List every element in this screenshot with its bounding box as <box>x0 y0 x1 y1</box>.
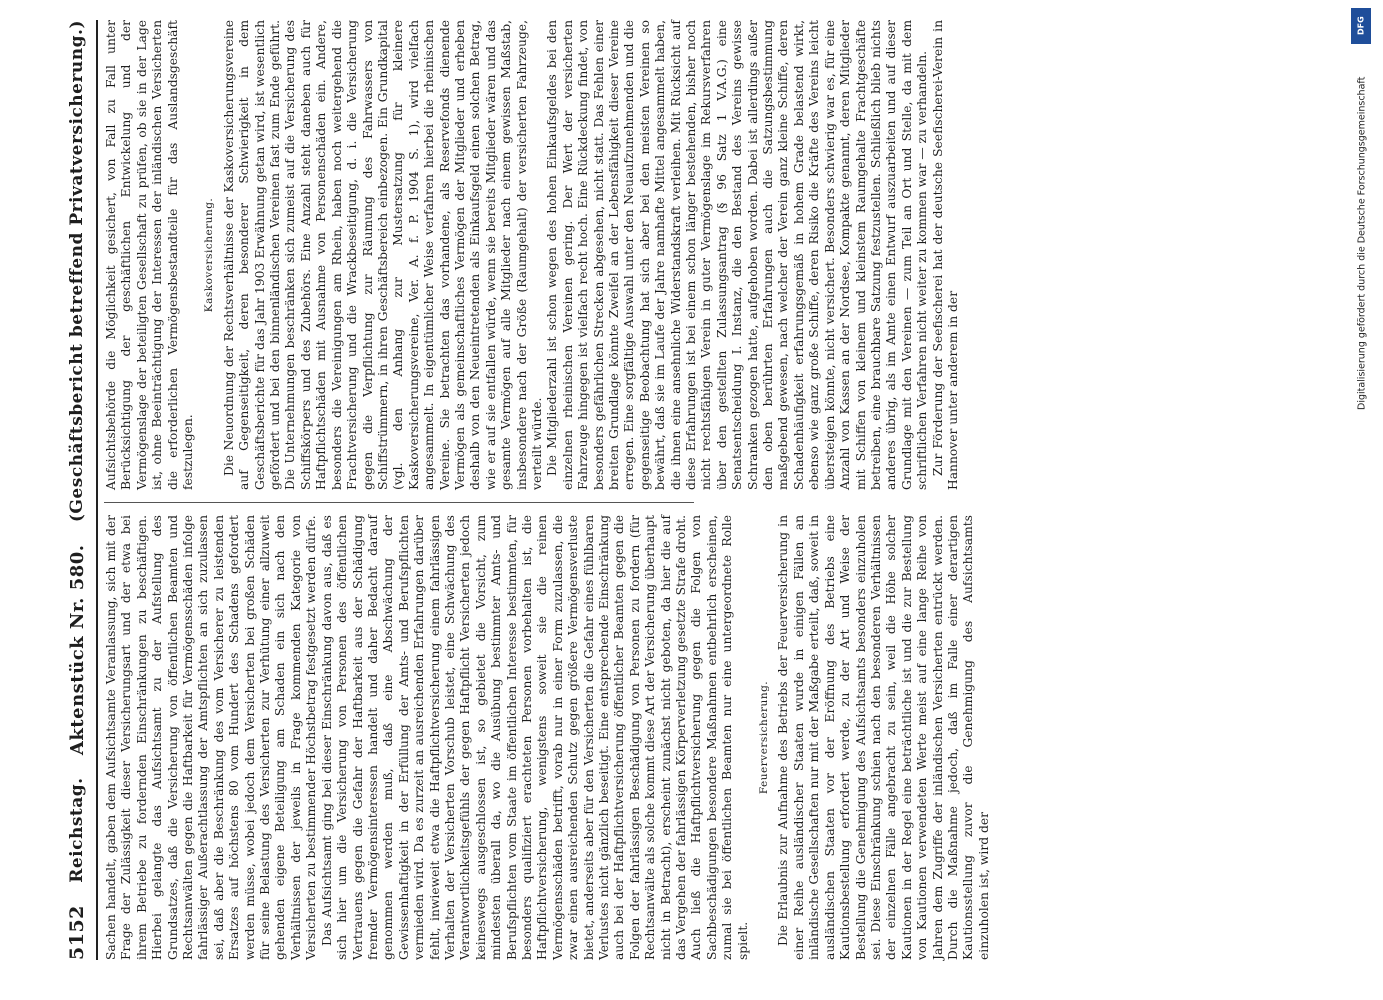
header-left-title: Reichstag. <box>67 777 87 883</box>
paragraph: Aufsichtsbehörde die Möglichkeit gesichert, von Fall zu Fall unter Berücksichtigung der geschäftlichen Entwickelung und der Vermögenslage der beteiligten Gesellschaft zu prüfen, ob sie in der Lage ist, ohne Beeinträchtigung der Interessen der inländischen Versicherten die erforderlichen Vermögensbestandteile für das Auslandsgeschäft festzulegen. <box>104 20 196 490</box>
paragraph: Die Mitgliederzahl ist schon wegen des hohen Einkaufsgeldes bei den einzelnen rheinischen Vereinen gering. Der Wert der versicherten Fahrzeuge hingegen ist vielfach recht hoch. Eine Rückdeckung findet, von besonders gefährlichen Strecken abgesehen, nicht statt. Das Fehlen einer breiten Grundlage könnte Zweifel an der Lebensfähigkeit dieser Vereine erregen. Eine sorgfältige Auswahl unter den Neuaufzunehmenden und die gegenseitige Beobachtung hat sich aber bei den meisten Vereinen so bewährt, daß sie im Laufe der Jahre namhafte Mittel angesammelt haben, die ihnen eine ansehnliche Widerstandskraft verleihen. Mit Rücksicht auf diese Erfahrungen ist bei einem schon länger bestehenden, bisher noch nicht rechtsfähigen Verein in guter Vermögenslage im Rekursverfahren über den gestellten Zulassungsantrag (§ 96 Satz 1 V.A.G.) eine Senatsentscheidung I. Instanz, die den Bestand des Vereins gewisse Schranken gezogen hatte, aufgehoben worden. Dabei ist allerdings außer den oben berührten Erfahrungen auch die Satzungsbestimmung maßgebend gewesen, nach welcher der Verein ganz kleine Schiffe, deren Schadenhäufigkeit erfahrungsgemäß in hohem Grade belastend wirkt, ebenso wie ganz große Schiffe, deren Risiko die Kräfte des Vereins leicht übersteigen könnte, nicht versichert. Besonders schwierig war es, für eine Anzahl von Kassen an der Nordsee, Kompakte genannt, deren Mitglieder mit Schiffen von kleinem und kleinstem Raumgehalte Frachtgeschäfte betreiben, eine brauchbare Satzung festzustellen. Schließlich blieb nichts anderes übrig, als im Amte einen Entwurf auszuarbeiten und auf dieser Grundlage mit den Vereinen — zum Teil an Ort und Stelle, da mit dem schriftlichen Verfahren nicht weiter zu kommen war — zu verhandeln. <box>545 20 930 490</box>
paragraph: Die Neuordnung der Rechtsverhältnisse der Kaskoversicherungsvereine auf Gegenseitigkeit, deren besonderer Schwierigkeit in dem Geschäftsberichte für das Jahr 1903 Erwähnung getan wird, ist wesentlich gefördert und bei den binnenländischen Vereinen fast zum Ende geführt. Die Unternehmungen beschränken sich zumeist auf die Versicherung des Schiffskörpers und des Zubehörs. Eine Anzahl steht daneben auch für Haftpflichtschäden mit Ausnahme von Personenschäden ein. Andere, besonders die Vereinigungen am Rhein, haben noch weitergehend die Frachtversicherung und die Wrackbeseitigung, d. i. die Versicherung gegen die Verpflichtung zur Räumung des Fahrwassers von Schiffstrümmern, in ihren Geschäftsbereich einbezogen. Ein Grundkapital (vgl. den Anhang zur Mustersatzung für kleinere Kaskoversicherungsvereine, Ver. A. f. P. 1904 S. 1), wird vielfach angesammelt. In eigentümlicher Weise verfahren hierbei die rheinischen Vereine. Sie betrachten das vorhandene, als Reservefonds dienende Vermögen als gemeinschaftliches Vermögen der Mitglieder und erheben deshalb von den Neueintretenden als Einkaufsgeld einen solchen Betrag, wie er auf sie entfallen würde, wenn sie bereits Mitglieder wären und das gesamte Vermögen auf alle Mitglieder nach einem gewissen Maßstab, insbesondere nach der Größe (Raumgehalt) der versicherten Fahrzeuge, verteilt würde. <box>221 20 544 490</box>
paragraph: Sachen handelt, gaben dem Aufsichtsamte Veranlassung, sich mit der Frage der Zulässigkeit dieser Versicherungsart und der etwa bei ihrem Betriebe zu fordernden Einschränkungen zu beschäftigen. Hierbei gelangte das Aufsichtsamt zu der Aufstellung des Grundsatzes, daß die Versicherung von öffentlichen Beamten und Rechtsanwälten gegen die Haftbarkeit für Vermögensschäden infolge fahrlässiger Außerachtlassung der Amtspflichten an sich zuzulassen sei, daß aber die Beschränkung des vom Versicherer zu leistenden Ersatzes auf höchstens 80 vom Hundert des Schadens gefordert werden müsse, wobei jedoch dem Versicherten bei großen Schäden für seine Belastung des Versicherten zur Verhütung einer allzuweit gehenden eigene Beteiligung am Schaden ein sich nach den Verhältnissen der jeweils in Frage kommenden Kategorie von Versicherten zu bestimmender Höchstbetrag festgesetzt werden dürfe. <box>104 515 319 960</box>
section-heading: Kaskoversicherung. <box>203 197 216 313</box>
page-header <box>60 20 94 960</box>
paragraph: Zur Förderung der Seefischerei hat der deutsche Seefischerei-Verein in Hannover unter anderem in der <box>930 20 960 490</box>
column-divider <box>104 502 694 503</box>
document-page <box>60 20 991 960</box>
text-column-left <box>104 515 991 960</box>
header-rule <box>96 20 98 960</box>
dfg-logo: DFG <box>1351 8 1371 44</box>
digitization-note: Digitalisierung gefördert durch die Deutsche Forschungsgemeinschaft <box>1356 76 1368 410</box>
section-heading: Feuerversicherung. <box>758 680 771 795</box>
page-number: 5152 <box>66 905 88 960</box>
header-center-title: Aktenstück Nr. 580. <box>66 544 88 756</box>
header-right-title: (Geschäftsbericht betreffend Privatversicherung.) <box>67 20 87 523</box>
paragraph: Die Erlaubnis zur Aufnahme des Betriebs der Feuerversicherung in einer Reihe ausländischer Staaten wurde in einigen Fällen an inländische Gesellschaften nur mit der Maßgabe erteilt, daß, soweit in ausländischen Staaten vor der Eröffnung des Betriebs eine Kautionsbestellung erfordert werde, zu der Art und Weise der Bestellung die Genehmigung des Aufsichtsamts besonders einzuholen sei. Diese Einschränkung schien nach den besonderen Verhältnissen der einzelnen Fälle angebracht zu sein, weil die Höhe solcher Kautionen in der Regel eine beträchtliche ist und die zur Bestellung von Kautionen verwendeten Werte meist auf eine lange Reihe von Jahren dem Zugriffe der inländischen Versicherten entrückt werden. Durch die Maßnahme jedoch, daß im Falle einer derartigen Kautionsstellung zuvor die Genehmigung des Aufsichtsamts einzuholen ist, wird der <box>776 515 991 960</box>
text-column-right <box>104 20 960 490</box>
paragraph: Das Aufsichtsamt ging bei dieser Einschränkung davon aus, daß es sich hier um die Versicherung von Personen des öffentlichen Vertrauens gegen die Gefahr der Haftbarkeit aus der Schädigung fremder Vermögensinteressen handelt und daher Bedacht darauf genommen werden muß, daß eine Abschwächung der Gewissenhaftigkeit in der Erfüllung der Amts- und Berufspflichten vermieden wird. Da es zurzeit an ausreichenden Erfahrungen darüber fehlt, inwieweit etwa die Haftpflichtversicherung einem fahrlässigen Verhalten der Versicherten Vorschub leistet, eine Schwächung des Verantwortlichkeitsgefühls der gegen Haftpflicht Versicherten jedoch keineswegs ausgeschlossen ist, so gebietet die Vorsicht, zum mindesten überall da, wo die Ausübung bestimmter Amts- und Berufspflichten vom Staate im öffentlichen Interesse bestimmten, für besonders qualifiziert erachteten Personen vorbehalten ist, die Haftpflichtversicherung, wenigstens soweit sie die reinen Vermögensschäden betrifft, vorab nur in einer Form zuzulassen, die zwar einen ausreichenden Schutz gegen größere Vermögensverluste bietet, anderseits aber für den Versicherten die Gefahr eines fühlbaren Verlustes nicht gänzlich beseitigt. Eine entsprechende Einschränkung auch bei der Haftpflichtversicherung öffentlicher Beamten gegen die Folgen der fahrlässigen Beschädigung von Personen zu fordern (für Rechtsanwälte als solche kommt diese Art der Versicherung überhaupt nicht in Betracht), erscheint zunächst nicht geboten, da hier die auf das Vergehen der fahrlässigen Körperverletzung gesetzte Strafe droht. Auch ließ die Haftpflichtversicherung gegen die Folgen von Sachbeschädigungen besondere Maßnahmen entbehrlich erscheinen, zumal sie bei öffentlichen Beamten nur eine untergeordnete Rolle spielt. <box>319 515 750 960</box>
